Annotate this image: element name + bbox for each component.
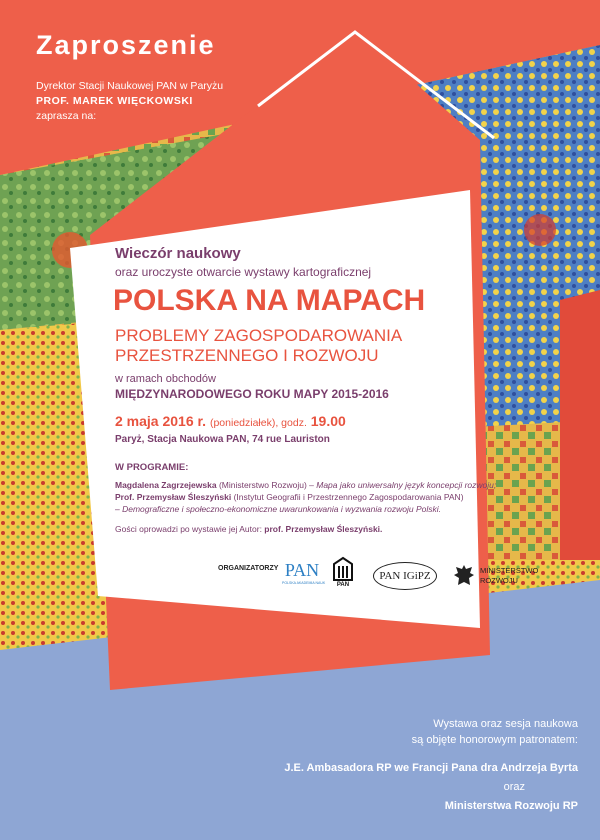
footer-line-1: Wystawa oraz sesja naukowa	[433, 718, 578, 730]
polish-eagle-icon	[452, 563, 476, 589]
main-title: POLSKA NA MAPACH	[113, 284, 426, 317]
host-title: Dyrektor Stacji Naukowej PAN w Paryżu	[36, 80, 224, 92]
event-subtitle: oraz uroczyste otwarcie wystawy kartograficznej	[115, 265, 372, 279]
guide-text: Gości oprowadzi po wystawie jej Autor:	[115, 524, 265, 534]
ministry-logo-line-2: ROZWOJU	[480, 576, 518, 585]
event-date: 2 maja 2016 r.	[115, 413, 207, 429]
main-subtitle-2: PRZESTRZENNEGO I ROZWOJU	[115, 346, 379, 365]
speaker-1-talk: Mapa jako uniwersalny język koncepcji rozwoju;	[316, 480, 497, 490]
guide-name: prof. Przemysław Śleszyński.	[264, 524, 383, 534]
footer-ambassador: J.E. Ambasadora RP we Francji Pana dra Andrzeja Byrta	[284, 762, 578, 774]
guide-line	[115, 524, 382, 534]
invites-text: zaprasza na:	[36, 110, 97, 122]
pan-logo-text: PAN	[284, 560, 320, 580]
invitation-title: Zaproszenie	[36, 30, 216, 60]
program-label: W PROGRAMIE:	[115, 462, 189, 473]
speaker-1-org: (Ministerstwo Rozwoju) –	[216, 480, 317, 490]
pan-logo-subtext: POLSKA AKADEMIA NAUK	[282, 581, 326, 585]
pan-logo	[282, 560, 326, 585]
speaker-2-org: (Instytut Geografii i Przestrzennego Zagospodarowania PAN)	[231, 492, 464, 502]
event-time: 19.00	[310, 413, 346, 429]
station-logo-text: PAN	[336, 582, 350, 588]
footer-and: oraz	[503, 781, 525, 793]
event-weekday: (poniedziałek), godz.	[209, 417, 307, 429]
context-text: w ramach obchodów	[115, 373, 216, 385]
footer-ministry: Ministerstwa Rozwoju RP	[444, 800, 578, 812]
igipz-logo: PAN IGiPZ	[373, 562, 437, 590]
program-speaker-1	[115, 480, 496, 490]
speaker-2-talk: – Demograficzne i społeczno-ekonomiczne uwarunkowania i wyzwania rozwoju Polski.	[115, 504, 441, 514]
event-place: Paryż, Stacja Naukowa PAN, 74 rue Lauriston	[115, 434, 330, 445]
main-subtitle-1: PROBLEMY ZAGOSPODAROWANIA	[115, 326, 403, 345]
program-speaker-2	[115, 492, 464, 502]
speaker-1-name: Magdalena Zagrzejewska	[115, 480, 217, 490]
host-name: PROF. MAREK WIĘCKOWSKI	[36, 95, 193, 107]
ministry-logo-line-1: MINISTERSTWO	[480, 566, 539, 575]
year-title: MIĘDZYNARODOWEGO ROKU MAPY 2015-2016	[115, 387, 389, 401]
event-date-line	[115, 413, 346, 429]
organizers-label: ORGANIZATORZY	[218, 565, 279, 572]
speaker-2-name: Prof. Przemysław Śleszyński	[115, 492, 232, 502]
station-logo	[330, 556, 356, 592]
event-name: Wieczór naukowy	[115, 245, 241, 262]
footer-line-2: są objęte honorowym patronatem:	[411, 734, 578, 746]
